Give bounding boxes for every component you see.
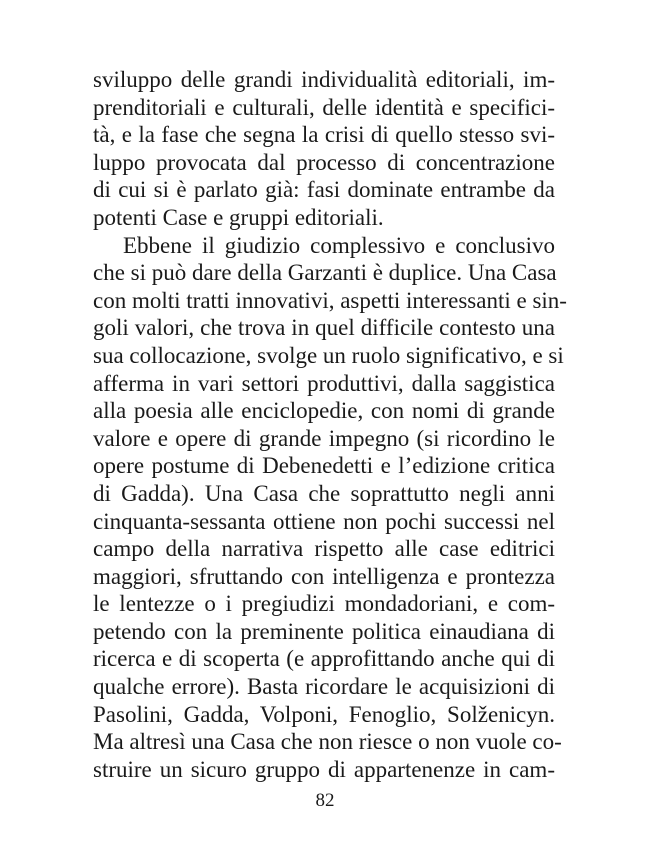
text-line: petendo con la preminente politica einaudiana di (93, 618, 555, 644)
text-line: maggiori, sfruttando con intelligenza e prontezza (93, 563, 555, 589)
text-line: di cui si è parlato già: fasi dominate entrambe da (93, 177, 555, 203)
text-line: luppo provocata dal processo di concentrazione (93, 149, 555, 175)
text-line: struire un sicuro gruppo di appartenenze in cam- (93, 756, 555, 782)
text-line: sviluppo delle grandi individualità editoriali, im- (93, 67, 555, 92)
text-line: alla poesia alle enciclopedie, con nomi di grande (93, 398, 555, 424)
text-line: con molti tratti innovativi, aspetti interessanti e sin- (93, 287, 567, 313)
text-line: Pasolini, Gadda, Volponi, Fenoglio, Solženicyn. (93, 701, 555, 727)
text-line: afferma in vari settori produttivi, dalla saggistica (93, 370, 555, 396)
text-line: goli valori, che trova in quel difficile contesto una (93, 315, 555, 341)
page-number: 82 (315, 790, 335, 811)
text-line: Ma altresì una Casa che non riesce o non vuole co- (93, 729, 562, 755)
text-line: le lentezze o i pregiudizi mondadoriani, e com- (93, 591, 555, 617)
paragraph-2 (93, 232, 567, 784)
text-line: Ebbene il giudizio complessivo e conclusivo (123, 232, 555, 258)
text-line: prenditoriali e culturali, delle identità e specifici- (93, 94, 555, 120)
text-line: valore e opere di grande impegno (si ricordino le (93, 425, 555, 451)
text-line: qualche errore). Basta ricordare le acquisizioni di (93, 674, 555, 700)
text-line: sua collocazione, svolge un ruolo significativo, e si (93, 342, 564, 368)
text-line: opere postume di Debenedetti e l’edizione critica (93, 453, 555, 479)
text-line: cinquanta-sessanta ottiene non pochi successi nel (93, 508, 555, 534)
text-line: tà, e la fase che segna la crisi di quello stesso svi- (93, 122, 555, 148)
text-line: ricerca e di scoperta (e approfittando anche qui di (93, 646, 555, 672)
paragraph-1 (93, 66, 555, 232)
text-line: campo della narrativa rispetto alle case editrici (93, 536, 555, 562)
text-line: potenti Case e gruppi editoriali. (93, 204, 384, 230)
text-line: di Gadda). Una Casa che soprattutto negli anni (93, 480, 555, 506)
text-line: che si può dare della Garzanti è duplice. Una Casa (93, 260, 557, 286)
body-text (93, 66, 567, 783)
